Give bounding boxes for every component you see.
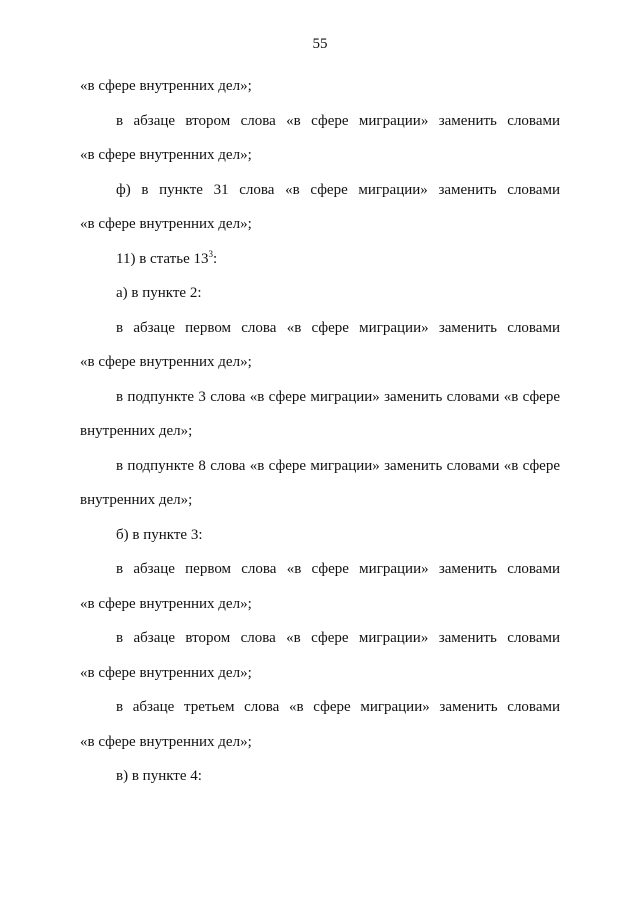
text-line: «в сфере внутренних дел»; — [80, 78, 252, 94]
text-line: ф) в пункте 31 слова «в сфере миграции» заменить словами — [116, 181, 560, 198]
article-superscript: 3 — [208, 248, 213, 259]
text-line: в абзаце втором слова «в сфере миграции» заменить словами — [116, 112, 560, 129]
text-line: в абзаце втором слова «в сфере миграции» заменить словами — [116, 630, 560, 646]
article-colon: : — [213, 250, 218, 267]
page-number: 55 — [312, 36, 328, 52]
text-line: в подпункте 8 слова «в сфере миграции» заменить словами «в сфере — [116, 457, 560, 474]
text-line: «в сфере внутренних дел»; — [80, 733, 252, 750]
text-line: «в сфере внутренних дел»; — [80, 595, 252, 612]
text-line: «в сфере внутренних дел»; — [80, 664, 252, 681]
text-line: «в сфере внутренних дел»; — [80, 216, 252, 232]
text-line: а) в пункте 2: — [116, 285, 202, 301]
text-line: б) в пункте 3: — [116, 526, 203, 543]
text-line: в) в пункте 4: — [116, 768, 202, 784]
text-line: в подпункте 3 слова «в сфере миграции» заменить словами «в сфере — [116, 388, 560, 405]
text-line: в абзаце третьем слова «в сфере миграции» заменить словами — [116, 699, 560, 715]
document-body — [80, 69, 560, 794]
text-line: внутренних дел»; — [80, 492, 193, 508]
text-line: внутренних дел»; — [80, 423, 193, 439]
text-line-article — [80, 242, 560, 277]
article-label: 11) в статье 13 — [116, 250, 209, 267]
text-line: в абзаце первом слова «в сфере миграции» заменить словами — [116, 561, 560, 577]
text-line: «в сфере внутренних дел»; — [80, 354, 252, 370]
text-line: в абзаце первом слова «в сфере миграции» заменить словами — [116, 319, 560, 336]
text-line: «в сфере внутренних дел»; — [80, 147, 252, 163]
